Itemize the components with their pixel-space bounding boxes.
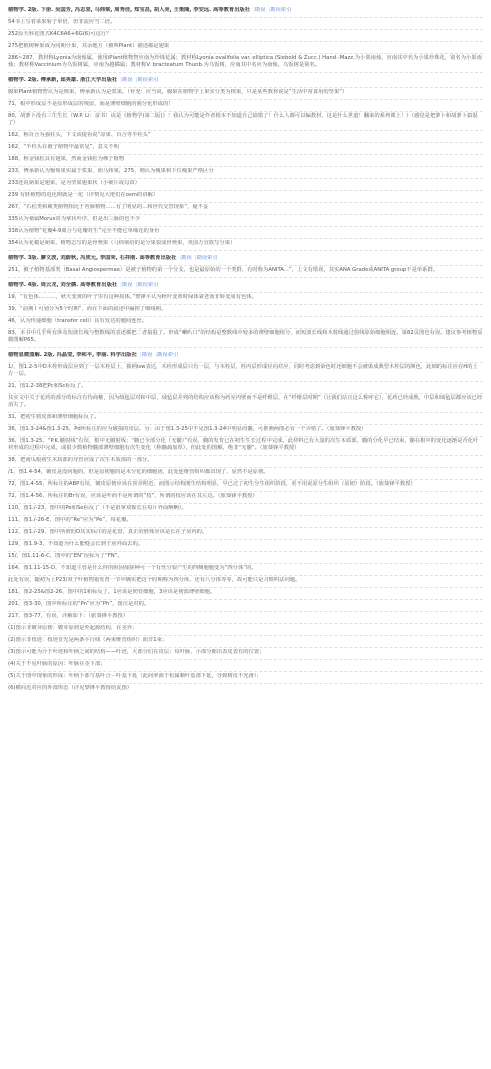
entry-divider [8, 29, 483, 30]
entry-divider [8, 436, 483, 437]
errata-entry: 72，图1.4-56，所标注的Br有误，应该是叶而不是所谓的“枝”，所谓的枝应该在其左边。（旅葵锋平教授） [8, 493, 258, 499]
section-title: 植物学. 3版. 廖文波, 刘蔚秋, 冯虎元, 李国荣, 石祥刚. 高等教育出版社 [8, 255, 177, 261]
entry-divider [8, 412, 483, 413]
entry-divider [8, 647, 483, 648]
errata-link[interactable]: 勘误 [181, 255, 192, 261]
entry-divider [8, 178, 483, 179]
errata-entry: 188，称金钱松具有翅果，然而金钱松为裸子植物 [8, 156, 125, 162]
errata-entry: 233，傅承新认为葡萄果实属于浆果，而马炜梁，275，则认为瘦果和下位瘦果严格区分 [8, 168, 214, 174]
section-heading [8, 282, 483, 289]
errata-entry: 腺果Plant植物智认为是核果，傅承新认为是浆果。（补充：应当说，腺果在植物学上果实分类为核果，只是某些教材说是“生活中常食用的坚果”） [8, 89, 348, 95]
entry-divider [8, 265, 483, 266]
errata-entry: 233还说蒴果是翅果，是为坚果翅果状（小檗片或勾苗） [8, 180, 140, 186]
errata-entry: 36，图1.3-24&图1.3-25，Pd所标注的应为破损的皮层。另：由于图1.3-25中不见图1.3-24中明显的髓，可推测两图必有一个弄错了。（旅葵锋平教授） [8, 426, 367, 432]
entry-divider [8, 304, 483, 305]
errata-entry: 39，“前期 I 可划分为5个时期”，而在下面的叙述中漏掉了细线期。 [8, 306, 167, 312]
section-title: 植物学. 4版. 周云龙, 刘全儒. 高等教育出版社 [8, 282, 118, 288]
errata-entry: (4)关于不见叶脉的原因：叶脉在茎下部； [8, 661, 106, 667]
entry-divider [8, 41, 483, 42]
section-divider [8, 347, 483, 348]
entry-divider [8, 53, 483, 54]
entry-divider [8, 599, 483, 600]
entry-divider [8, 515, 483, 516]
entry-divider [8, 99, 483, 100]
section-divider [8, 250, 483, 251]
errata-entry: 83，本书中几乎所有涉及短波长线与整数线的表述都把二者搞混了。形成“喇叭口”的结构是整数线中较多的薄壁细胞组分，而短波长线和木射线通过射线原始细胞相连。第82页图也有误。建议参考植物显微图解P65。 [8, 330, 483, 343]
errata-index-link[interactable]: 勘误索引 [137, 77, 159, 83]
entry-divider [8, 214, 483, 215]
entry-divider [8, 479, 483, 480]
errata-entry: 164，图1.11-15-D，不知道主管是什么样的阻固揉搓种可一个有丝分裂产生的四侧胞胞变为“四分体”的。 [8, 565, 257, 571]
entry-divider [8, 683, 483, 684]
entry-divider [8, 130, 483, 131]
entry-divider [8, 467, 483, 468]
section-heading [8, 255, 483, 262]
errata-entry: 110，图1./-23，图中的Pe和Se标反了（不是很掌双握长在每片外面啊啊）。 [8, 505, 187, 511]
entry-divider [8, 393, 483, 394]
separator: | [268, 7, 271, 13]
entry-divider [8, 166, 483, 167]
entry-divider [8, 142, 483, 143]
entry-divider [8, 575, 483, 576]
errata-link[interactable]: 勘误 [121, 282, 133, 288]
section-title: 植物显微图解. 2版. 冯晶莹, 李和平, 李丽. 科学出版社 [8, 352, 137, 358]
entry-divider [8, 587, 483, 588]
errata-entry: 201，图3-30，图中所标注的“Pn”应为“Ph”，图注是对的。 [8, 601, 150, 607]
errata-entry: (5)关于图中现象的形成：叶柄下部与基叶合－叶基下延（此间率源于松属顺叶基部下延，导致树皮不光滑）； [8, 673, 262, 679]
errata-entry: (2)图示非枝迹：枝迹首先是两条平行线（两束维管组织）而非1束； [8, 637, 168, 643]
entry-divider [8, 292, 483, 293]
entry-divider [8, 671, 483, 672]
errata-entry: 267，“石松类和蕨类植物相比于苔藓植物......有了明显的...和世代交替现象”，疑不妥 [8, 204, 209, 210]
entry-divider [8, 17, 483, 18]
errata-entry: 181，图2-25&图2-26，图中的1和标反了，1应该是韧管细胞，3应该是韧部薄壁细胞。 [8, 589, 216, 595]
errata-link[interactable]: 勘误 [254, 7, 266, 13]
section-divider [8, 72, 483, 73]
errata-entry: 其实文中关于花药的部分的标注有待商榷，因为绒毡层对和中层，绒毡层并列的结构应该称为药室内壁而不是纤维层，在“纤维层时期”（让我们站且这么称呼它），花药已经成熟，中层和绒毡层都应该已经消失了。 [8, 395, 483, 408]
entry-divider [8, 154, 483, 155]
errata-entry: 112，图1./-29，图中所谓的O其实标注的是花盘，真正的胚珠应该是长在子房内的。 [8, 529, 208, 535]
errata-entry: 251，被子植物基部类（Basal Angiospermae）是被子植物的第一个分支，也是最原始的一个类群，有时称为ANITA...”，上文有错误，其实ANA Grade或ANITA group不是单系群。 [8, 267, 439, 273]
separator: | [194, 255, 197, 261]
section-title: 植物学. 2版. 下册. 吴国芳, 冯志坚, 马炜梁, 周秀佳, 郑宝昌, 胡人亮, 王策隆, 李安远. 高等教育出版社 [8, 7, 251, 13]
errata-entry: 31，把初生韧皮部和薄壁细胞标反了。 [8, 414, 100, 420]
errata-entry: 129，图1.9-3，不知道为什么能缝会长到子房外面去的。 [8, 541, 144, 547]
errata-index-link[interactable]: 勘误索引 [137, 282, 159, 288]
errata-entry: 239 有胚植物的进化树就是一坨（详情见大佬们在osm的讲解） [8, 192, 159, 198]
errata-link[interactable]: 勘误 [121, 77, 133, 83]
entry-divider [8, 381, 483, 382]
errata-entry: 1/，图1.2-5中D木栓形成层应到了一层木栓层上，拨柄lsw表达，木栓形成层只有一层，与木栓层，栓内层形成径向对应，同时考虑到染色时还细胞不会被染成典型木栓层的颜色，此细的标注应在H的上方一层。 [8, 364, 478, 377]
errata-entry: 36，图1.3-25，“P.K.髓射线”有误，根中无髓射线；“髓已全部分化（无髓）”有误，髓的发育已在初生生长过程中完成，此材料已有大量的次生木质部，髓的分化早已结束，髓在根中的变化逐渐是否化叶材形成的过程中完成，或很少数植物髓部薄壁细胞有次生变化（称髓疏加厚），但此处的图解，绝非“无髓”。（旅葵锋平教授） [8, 438, 479, 451]
entry-divider [8, 491, 483, 492]
errata-entry: 217，图3-77，有误，详解如下：（旅葵锋平教授） [8, 613, 129, 619]
section-heading [8, 352, 483, 359]
errata-entry: 71，根中形成层不是原形成层的残留，而是薄壁细胞的脱分化形成的！ [8, 101, 174, 107]
entry-divider [8, 659, 483, 660]
separator: | [253, 7, 255, 13]
errata-entry: 46，认为传递细胞（transfer cell）具有发达的胞间连丝。 [8, 318, 148, 324]
errata-entry: 275把植树种果成为同期分果，其余地方（被叫Plant）描述都是翅果 [8, 43, 170, 49]
errata-entry: 162，称百合为强柱头，下文该提看说“凉果、百合等半柱头” [8, 132, 151, 138]
errata-entry: (1)图示非皴芽原韧：皴芽原韧是外起源结构，在茎外； [8, 625, 138, 631]
errata-link[interactable]: 勘误 [141, 352, 153, 358]
errata-entry: 19，“有色体..........，秋天变黄的叶子里有这种质体。”黎锋平认为秋叶变黄时绿体衰老而非转变成有色体。 [8, 294, 257, 300]
errata-entry: 111，图1./-26-E，图中的“Re”应为“Pe”，每花瓣。 [8, 517, 132, 523]
errata-index-link[interactable]: 勘误索引 [157, 352, 179, 358]
errata-entry: 54书上写着菜果菊子单倍，但非流应当二倍。 [8, 19, 116, 25]
errata-entry: 72，图1.4-55，所标注的ABP有误，皴皮原韧应该在顶芽附近，而图示结构刚生结构明显，早已过了初生分生组织阶段，更不用说原分生组织（原韧）阶段。（旅葵锋平教授） [8, 481, 416, 487]
entry-divider [8, 551, 483, 552]
errata-entry: 162，“半柱头在被子植物中最常见”，意义不明 [8, 144, 119, 150]
section-divider [8, 277, 483, 278]
errata-entry: 286~287，教材称Lyonia为南烛属，使用iPlant植物智应南为珍珠花属；教材称Lyonia ovalifolia var. elliptica (Siebold & Zucc.) Hand.-Mazz.为小果南烛，应南其中名为小果珍珠花，别名为小果南烛；教材称Vaccinium为乌饭树属，应南为越橘属；教材称V. bracteatum Thunb.为乌饭树，应南其中名应为南烛，乌饭树是别名。 [8, 55, 482, 68]
errata-entry: 80，胡萝卜没有三生生长（W.P. Li：奋书！该是《植物学(第二版)》！我认为可能是作者根本不知道自己搞错了！什么人都可以编教材，这是什么世道！翻来的系列课上！）（感觉是把萝卜和胡萝卜搞混了） [8, 113, 478, 126]
separator: | [135, 282, 138, 288]
errata-index-link[interactable]: 勘误索引 [270, 7, 292, 13]
errata-entry: 21，图1.2-38把Pc和Sc标反了。 [8, 383, 87, 389]
entry-divider [8, 238, 483, 239]
entry-divider [8, 563, 483, 564]
entry-divider [8, 455, 483, 456]
entry-divider [8, 87, 483, 88]
separator: | [135, 77, 138, 83]
section-heading [8, 77, 483, 84]
separator: | [120, 77, 122, 83]
entry-divider [8, 623, 483, 624]
section-heading [8, 7, 483, 14]
errata-entry: (6)横向近对应的外部形态（详见黎锋平教授给友图） [8, 685, 133, 691]
errata-entry: 354认为花椒是蒴果，植物志写的是骨葖果（马炜梁给的是分果裂成骨葖果，英国万宜族写分果） [8, 240, 236, 246]
entry-divider [8, 539, 483, 540]
errata-entry: 338认为植物“花瓣4-9离合与花瓣对生”完全不能它单缘花的身份 [8, 228, 160, 234]
entry-divider [8, 202, 483, 203]
entry-divider [8, 111, 483, 112]
entry-divider [8, 316, 483, 317]
entry-divider [8, 362, 483, 363]
entry-divider [8, 503, 483, 504]
separator: | [120, 282, 122, 288]
entry-divider [8, 527, 483, 528]
section-title: 植物学. 2版. 傅承新, 邱英雄. 浙江大学出版社 [8, 77, 118, 83]
entry-divider [8, 611, 483, 612]
errata-entry: 38，把南瓜根初生木质部的导管应成了次生木质部的一部分。 [8, 457, 153, 463]
errata-entry: 252原天科花图式K4C6A6+6G(6)可这行？ [8, 31, 112, 37]
separator: | [139, 352, 142, 358]
errata-entry: 335认为桑属Morus常为掌状叶序，但是出三脉的也不少 [8, 216, 141, 222]
entry-divider [8, 328, 483, 329]
errata-entry: (3)图示可能为介于叶迹和叶柄之间的结构——叶迹，大部分们在皮层；每叶脉，小部分都出表皮表有的位置； [8, 649, 265, 655]
separator: | [179, 255, 182, 261]
errata-entry: /1，图1.4-54，皴皮是没问题的，但是原韧胞的是未分化的细胞团，此处连维管组织都出现了，显然不是原韧。 [8, 469, 269, 475]
entry-divider [8, 190, 483, 191]
errata-index-link[interactable]: 勘误索引 [196, 255, 218, 261]
entry-divider [8, 635, 483, 636]
entry-divider [8, 424, 483, 425]
errata-entry: 15/，图1.11-6-C，图中的“EN”误标为了“FN”。 [8, 553, 123, 559]
entry-divider [8, 226, 483, 227]
errata-entry: 此处有误，随初为上P23/双子叶植物狍发育一节中确实把这个时期称为四分体，还有八分体等等，故可能只是习惯叫法问题。 [8, 577, 301, 583]
separator: | [155, 352, 158, 358]
